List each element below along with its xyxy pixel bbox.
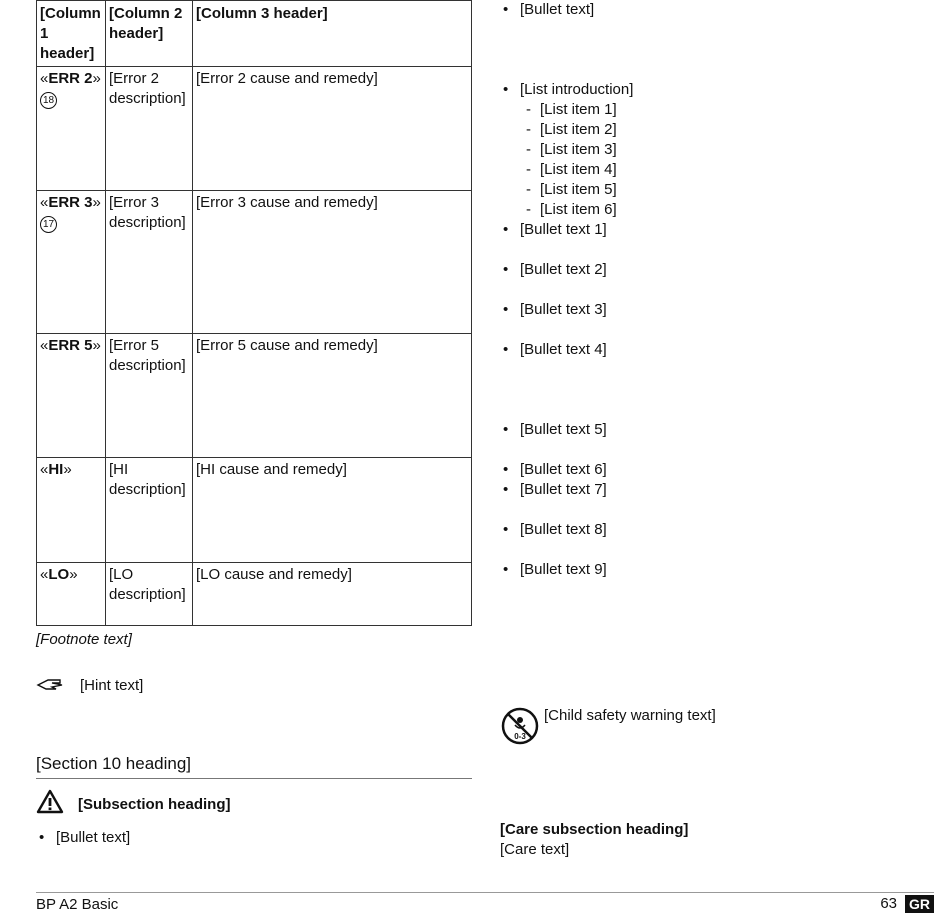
list-item: - [List item 6]	[520, 200, 934, 220]
table-row	[37, 458, 472, 563]
error-cause: [Error 3 cause and remedy]	[193, 191, 472, 334]
error-cause: [LO cause and remedy]	[193, 563, 472, 626]
list-item: • [Bullet text 7]	[500, 480, 934, 520]
table-header-row	[37, 1, 472, 67]
child-warning	[500, 706, 934, 806]
footer-divider	[36, 892, 934, 893]
list-item: • [Bullet text 9]	[500, 560, 934, 700]
error-code-cell: «ERR 2» 18	[37, 67, 106, 191]
list-item: • [Bullet text 4]	[500, 340, 934, 420]
error-code: ERR 5	[48, 337, 93, 354]
list-item: - [List item 5]	[520, 180, 934, 200]
warning-triangle-icon	[36, 789, 66, 820]
list-item	[500, 80, 934, 220]
error-table	[36, 0, 472, 626]
right-column	[500, 0, 934, 860]
care-text: [Care text]	[500, 841, 570, 858]
list-item: - [List item 3]	[520, 140, 934, 160]
protect-list	[520, 100, 934, 220]
ref-number: 17	[40, 216, 57, 233]
hint-text: [Hint text]	[80, 677, 144, 694]
table-row	[37, 67, 472, 191]
list-item: - [List item 1]	[520, 100, 934, 120]
error-code: LO	[48, 566, 70, 583]
table-footnote: [Footnote text]	[36, 631, 132, 648]
list-item: • [Bullet text]	[36, 828, 472, 908]
list-item: • [Bullet text 3]	[500, 300, 934, 340]
list-item: • [Bullet text 6]	[500, 460, 934, 480]
error-cause: [Error 2 cause and remedy]	[193, 67, 472, 191]
list-item: - [List item 2]	[520, 120, 934, 140]
list-item: • [Bullet text 1]	[500, 220, 934, 260]
page-number: 63	[880, 895, 897, 912]
error-description: [HI description]	[106, 458, 193, 563]
table-header-error: [Column 1 header]	[37, 1, 106, 67]
table-row	[37, 191, 472, 334]
pointing-hand-icon	[36, 676, 80, 736]
language-badge: GR	[905, 895, 934, 913]
hint-box	[36, 676, 472, 736]
subsection-title: [Subsection heading]	[78, 795, 231, 813]
table-header-cause: [Column 3 header]	[193, 1, 472, 67]
child-icon-age-label: 0-3	[514, 732, 526, 741]
error-code: ERR 3	[48, 194, 93, 211]
child-warning-text: [Child safety warning text]	[544, 707, 716, 724]
error-code-cell: «ERR 3» 17	[37, 191, 106, 334]
list-item: • [Bullet text]	[500, 0, 934, 80]
care-heading: [Care subsection heading]	[500, 821, 689, 838]
table-row	[37, 334, 472, 458]
error-description: [Error 2 description]	[106, 67, 193, 191]
list-item: - [List item 4]	[520, 160, 934, 180]
list-item: • [Bullet text 5]	[500, 420, 934, 460]
error-code-cell: «LO»	[37, 563, 106, 626]
table-header-description: [Column 2 header]	[106, 1, 193, 67]
safety-list-right	[500, 0, 934, 700]
footer-model: BP A2 Basic	[36, 896, 119, 913]
error-description: [LO description]	[106, 563, 193, 626]
error-code: ERR 2	[48, 70, 93, 87]
error-code-cell: «HI»	[37, 458, 106, 563]
left-column	[36, 0, 472, 908]
error-code: HI	[48, 461, 64, 478]
footer-page	[880, 894, 934, 914]
section-heading: [Section 10 heading]	[36, 754, 472, 779]
list-item: • [Bullet text 2]	[500, 260, 934, 300]
list-item: • [Bullet text 8]	[500, 520, 934, 560]
error-cause: [Error 5 cause and remedy]	[193, 334, 472, 458]
error-cause: [HI cause and remedy]	[193, 458, 472, 563]
ref-number: 18	[40, 92, 57, 109]
subsection-heading	[36, 789, 472, 820]
no-children-icon	[500, 706, 540, 806]
error-description: [Error 5 description]	[106, 334, 193, 458]
error-code-cell: «ERR 5»	[37, 334, 106, 458]
protect-title: [List introduction]	[520, 81, 634, 98]
error-description: [Error 3 description]	[106, 191, 193, 334]
table-row	[37, 563, 472, 626]
